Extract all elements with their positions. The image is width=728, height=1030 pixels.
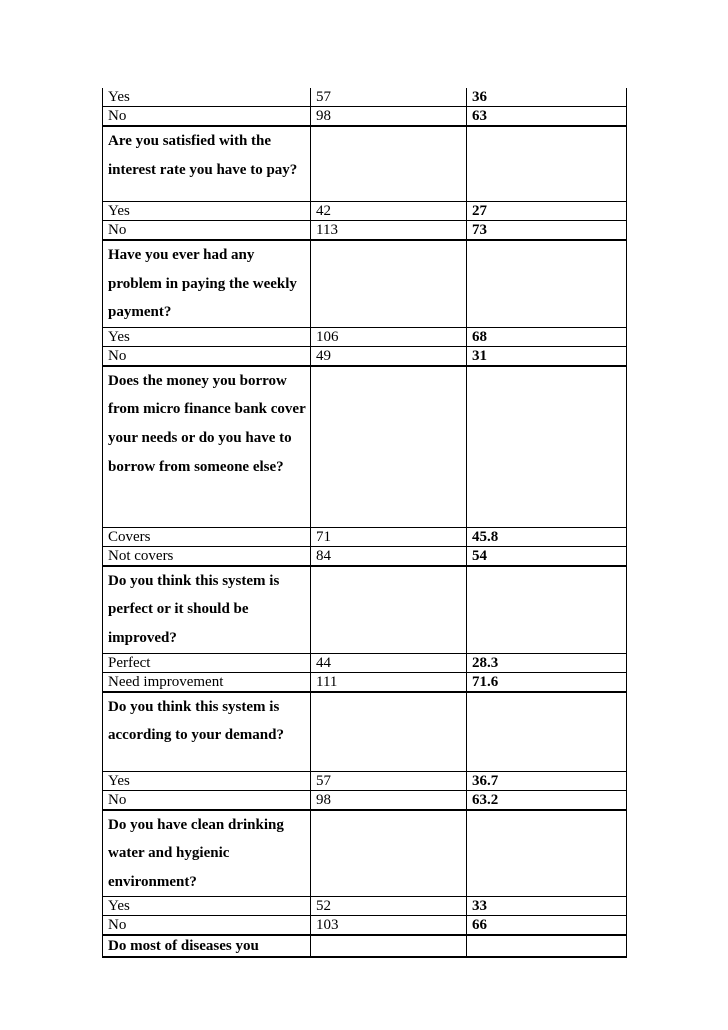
answer-label: Yes [103,897,311,916]
empty-cell [467,126,627,202]
answer-percent: 63 [467,107,627,127]
answer-percent: 68 [467,327,627,346]
table-row [103,916,627,936]
answer-count: 98 [311,790,467,810]
question-row [103,566,627,653]
table-row [103,327,627,346]
answer-label: No [103,790,311,810]
answer-count: 84 [311,546,467,566]
question-row [103,692,627,772]
table-row [103,527,627,546]
answer-count: 98 [311,107,467,127]
table-row [103,88,627,107]
table-row [103,790,627,810]
empty-cell [467,935,627,957]
question-row [103,366,627,528]
answer-percent: 73 [467,221,627,241]
table-row [103,897,627,916]
answer-count: 111 [311,672,467,692]
empty-cell [467,810,627,897]
table-row [103,771,627,790]
empty-cell [467,366,627,528]
question-row [103,810,627,897]
table-row [103,107,627,127]
answer-count: 44 [311,653,467,672]
answer-percent: 27 [467,202,627,221]
answer-label: No [103,346,311,366]
answer-percent: 36 [467,88,627,107]
answer-percent: 33 [467,897,627,916]
answer-label: Yes [103,327,311,346]
answer-label: Not covers [103,546,311,566]
answer-label: No [103,916,311,936]
empty-cell [467,566,627,653]
answer-count: 106 [311,327,467,346]
table-row [103,346,627,366]
answer-count: 103 [311,916,467,936]
question-row [103,240,627,327]
empty-cell [467,692,627,772]
answer-percent: 54 [467,546,627,566]
question-text: Are you satisfied with the interest rate you have to pay? [103,126,311,202]
question-text: Do you think this system is according to your demand? [103,692,311,772]
answer-percent: 71.6 [467,672,627,692]
answer-percent: 31 [467,346,627,366]
survey-results-table [102,88,627,958]
answer-count: 113 [311,221,467,241]
table-row [103,221,627,241]
empty-cell [311,810,467,897]
question-text: Do you think this system is perfect or it should be improved? [103,566,311,653]
answer-label: Need improvement [103,672,311,692]
answer-count: 42 [311,202,467,221]
empty-cell [311,126,467,202]
question-text: Have you ever had any problem in paying the weekly payment? [103,240,311,327]
empty-cell [311,240,467,327]
answer-label: Perfect [103,653,311,672]
question-text: Do most of diseases you [103,935,311,957]
table-row [103,546,627,566]
question-text: Do you have clean drinking water and hygienic environment? [103,810,311,897]
answer-label: Yes [103,88,311,107]
answer-percent: 63.2 [467,790,627,810]
question-row [103,126,627,202]
table-row [103,653,627,672]
answer-percent: 36.7 [467,771,627,790]
answer-count: 57 [311,88,467,107]
answer-label: No [103,221,311,241]
answer-count: 57 [311,771,467,790]
answer-count: 52 [311,897,467,916]
answer-percent: 28.3 [467,653,627,672]
table-row [103,672,627,692]
survey-table-body [103,88,627,957]
question-row [103,935,627,957]
empty-cell [311,692,467,772]
empty-cell [311,935,467,957]
answer-label: No [103,107,311,127]
answer-label: Covers [103,527,311,546]
answer-percent: 45.8 [467,527,627,546]
table-row [103,202,627,221]
empty-cell [311,566,467,653]
question-text: Does the money you borrow from micro finance bank cover your needs or do you have to borrow from someone else? [103,366,311,528]
answer-label: Yes [103,771,311,790]
answer-count: 49 [311,346,467,366]
answer-percent: 66 [467,916,627,936]
empty-cell [467,240,627,327]
answer-label: Yes [103,202,311,221]
empty-cell [311,366,467,528]
answer-count: 71 [311,527,467,546]
